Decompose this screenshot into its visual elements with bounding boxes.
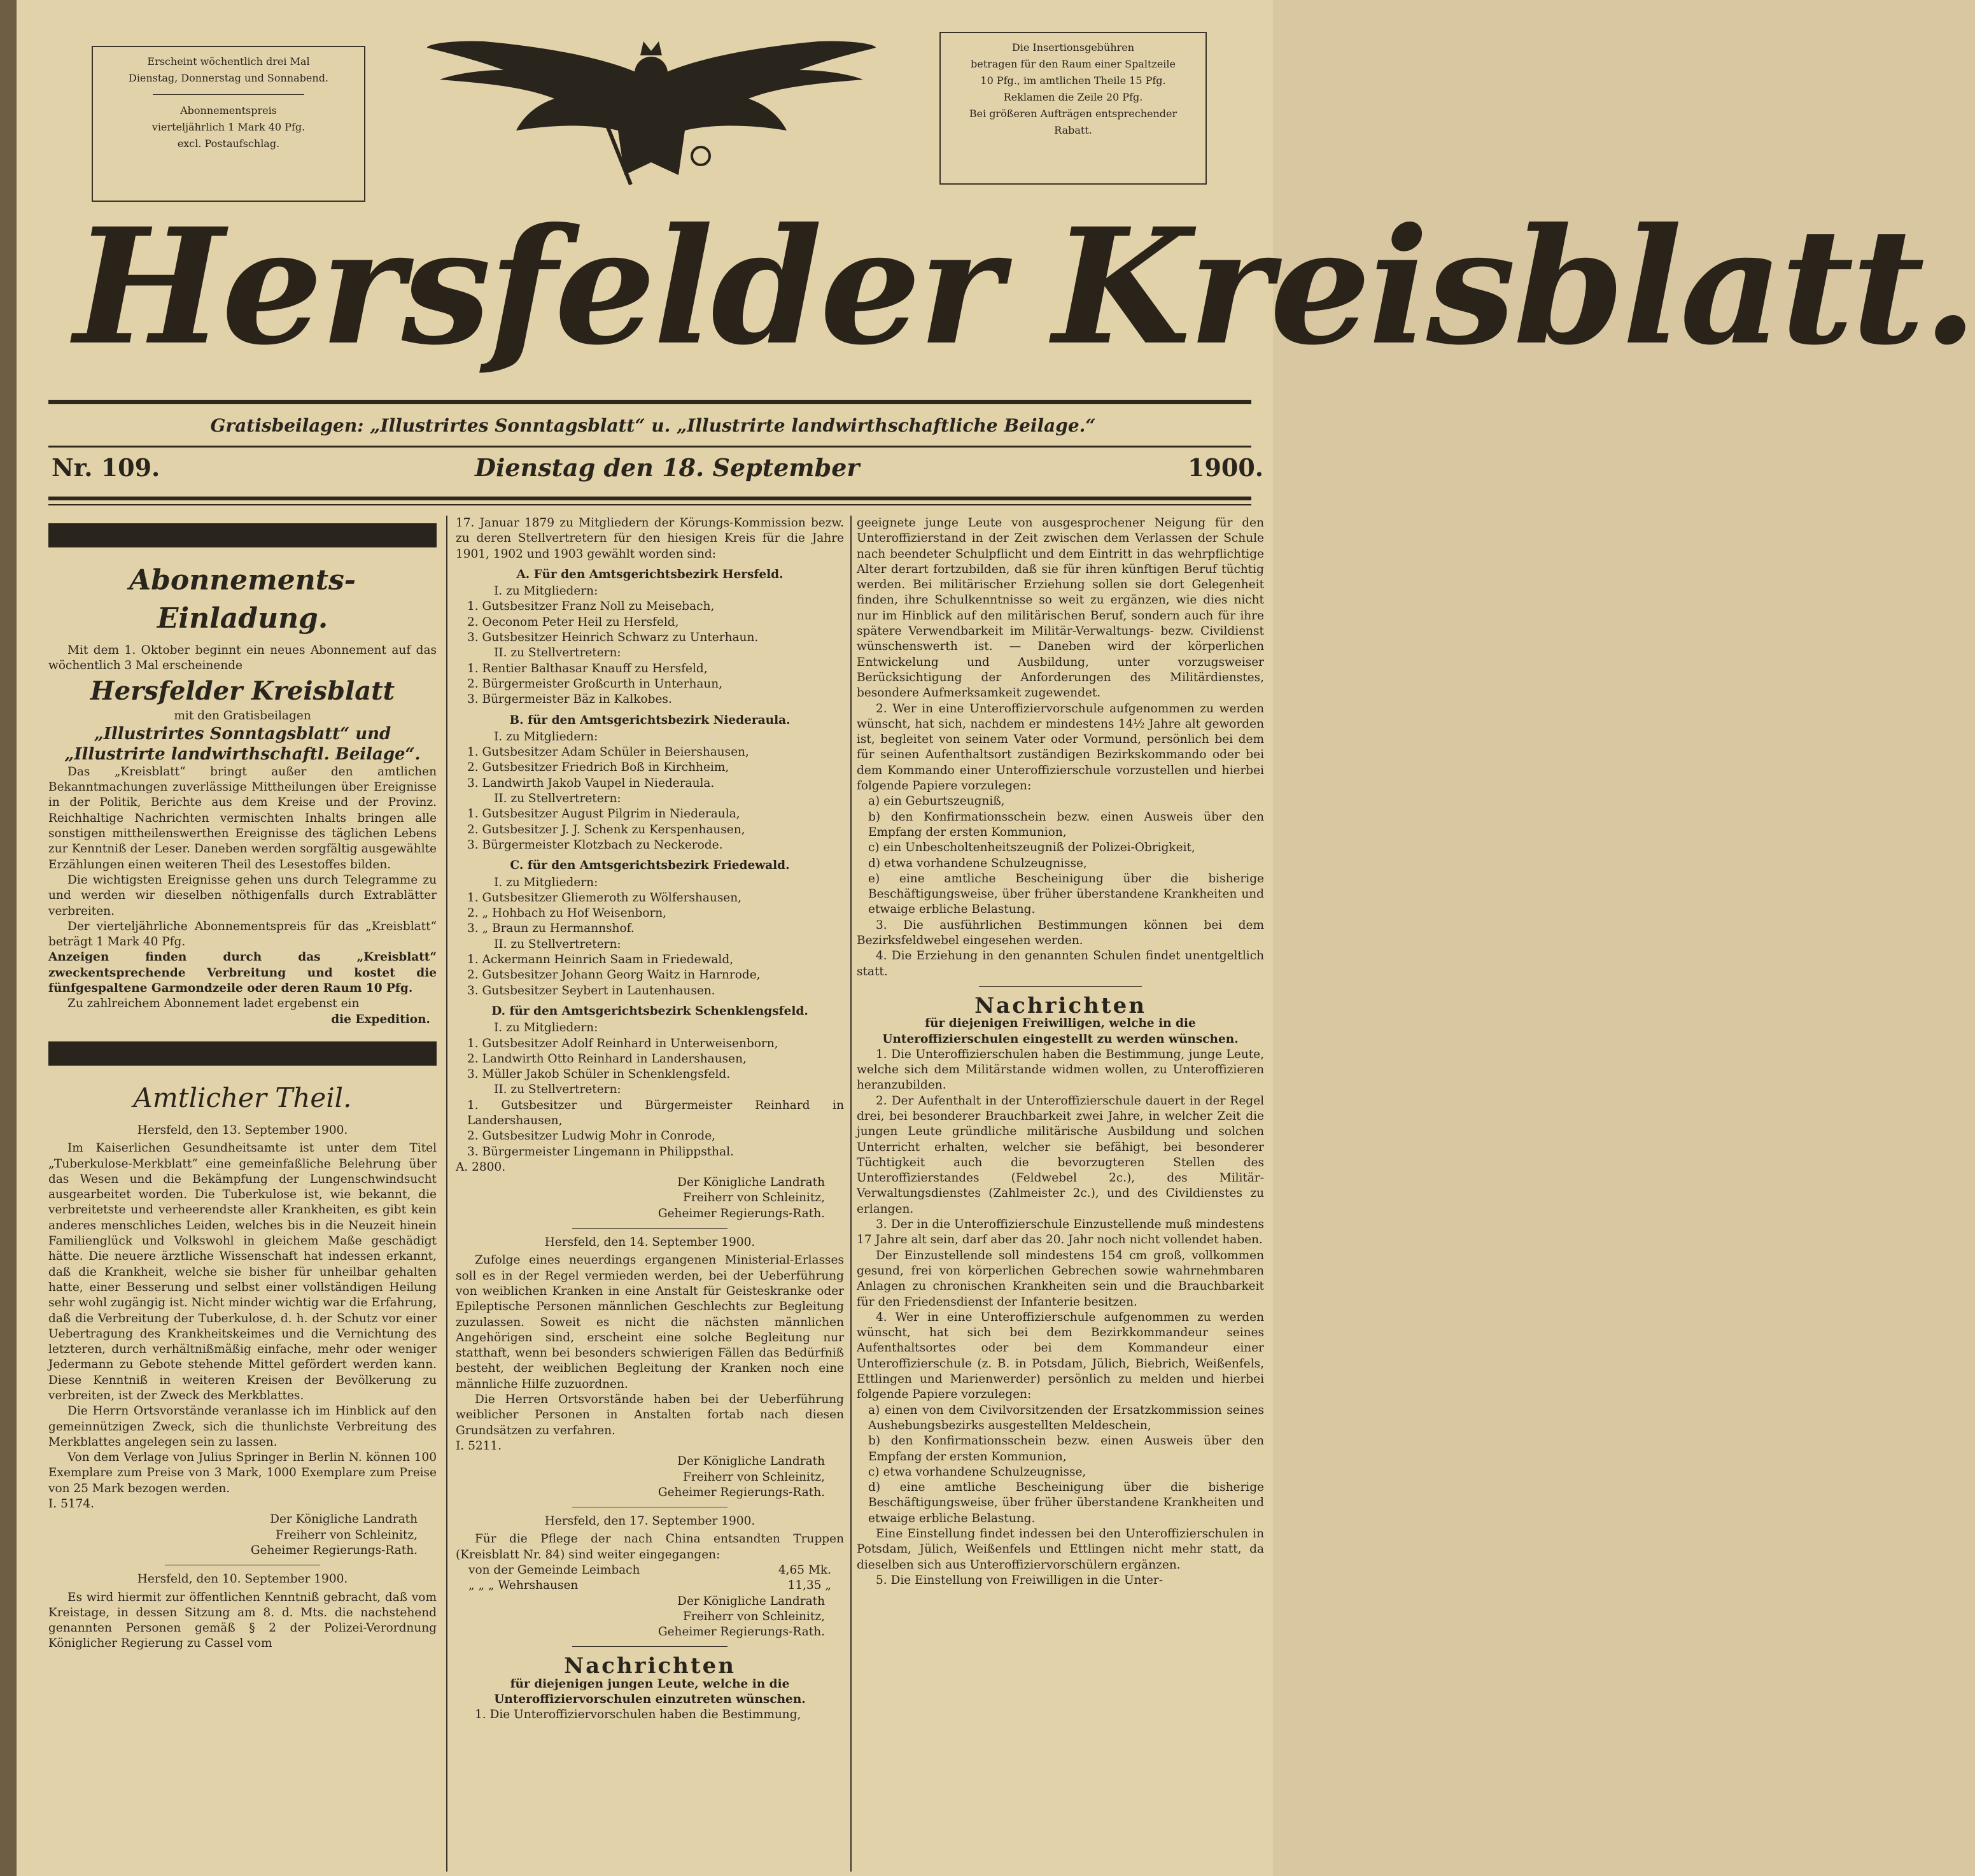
donation-row (456, 1563, 844, 1578)
news-paragraph: 2. Der Aufenthalt in der Unteroffizierschule dauert in der Regel drei, bei besonderer Brauchbarkeit zwei Jahre, in welcher Zeit die jungen Leute gründliche militärische Ausbildung und solchen Unterricht erhalten, welcher sie befähigt, bei besonderer Tüchtigkeit auch die bevorzugteren Stellen des Unteroffizierstandes (Feldwebel 2c.), des Militär-Verwaltungsdienstes (Zahlmeister 2c.), und des Civildienstes zu erlangen. (857, 1094, 1264, 1216)
members-label: I. zu Mitgliedern: (494, 875, 598, 889)
column-3 (857, 516, 1264, 1872)
list-item: 1. Gutsbesitzer Adam Schüler in Beiershausen, (467, 745, 749, 759)
list-item: 3. Bürgermeister Lingemann in Philippsthal. (467, 1145, 734, 1159)
signature-title: Der Königliche Landrath (270, 1513, 418, 1527)
donation-label: „ „ „ Wehrshausen (468, 1579, 579, 1593)
invitation-paper-name: Hersfelder Kreisblatt (90, 675, 395, 706)
signature-rank: Geheimer Regierungs-Rath. (657, 1206, 825, 1220)
news-heading: Nachrichten (564, 1653, 736, 1679)
box-divider (153, 94, 305, 95)
fees-title: Die Insertionsgebühren (1011, 41, 1135, 53)
list-item: 1. Rentier Balthasar Knauff zu Hersfeld, (467, 661, 708, 675)
price-label: Abonnementspreis (180, 104, 277, 116)
notice-2-body: Es wird hiermit zur öffentlichen Kenntniß gebracht, daß vom Kreistage, in dessen Sitzung am 8. d. Mts. die nachstehend genannten Personen gemäß § 2 der Polizei-Verordnung Königlicher Regierung zu Cassel vom (48, 1590, 437, 1651)
signature-title: Der Königliche Landrath (677, 1594, 825, 1608)
fees-line: 10 Pfg., im amtlichen Theile 15 Pfg. (980, 74, 1166, 87)
list-item: c) ein Unbescholtenheitszeugniß der Polizei-Obrigkeit, (868, 841, 1195, 855)
list-item: a) einen von dem Civilvorsitzenden der Ersatzkommission seines Aushebungsbezirks ausgestellten Meldeschein, (868, 1403, 1264, 1432)
deputies-label: II. zu Stellvertretern: (494, 1083, 621, 1097)
invitation-body: Das „Kreisblatt“ bringt außer den amtlichen Bekanntmachungen zuverlässige Mittheilungen über Ereignisse in der Politik, Berichte aus dem Kreise und der Provinz. Reichhaltige Nachrichten vermischten Inhalts bringen alle sonstigen mittheilenswerthen Ereignisse des täglichen Lebens zur Kenntniß der Leser. Daneben werden sorgfältig ausgewählte Erzählungen einen weiteren Theil des Lesestoffes bilden. (48, 765, 437, 871)
commission-intro: 17. Januar 1879 zu Mitgliedern der Körungs-Kommission bezw. zu deren Stellvertretern für den hiesigen Kreis für die Jahre 1901, 1902 und 1903 gewählt worden sind: (456, 516, 844, 561)
list-item: d) eine amtliche Bescheinigung über die bisherige Beschäftigungsweise, über früher überstandene Krankheiten und etwaige erbliche Belastung. (868, 1481, 1264, 1525)
news-paragraph: 2. Wer in eine Unteroffiziervorschule aufgenommen zu werden wünscht, hat sich, nachdem er mindestens 14½ Jahre alt geworden ist, begleitet von seinem Vater oder Vormund, persönlich bei dem für seinen Aufenthaltsort zuständigen Bezirkskommando oder bei dem Kommando einer Unteroffizierschule vorzustellen und hierbei folgende Papiere vorzulegen: (857, 702, 1264, 793)
invitation-ads: Anzeigen finden durch das „Kreisblatt“ zweckentsprechende Verbreitung und kostet die fünfgespaltene Garmondzeile oder deren Raum 10 Pfg. (48, 950, 437, 996)
news-subheading: für diejenigen Freiwilligen, welche in die Unteroffizierschulen eingestellt zu werden wünschen. (882, 1017, 1239, 1046)
signature-name: Freiherr von Schleinitz, (276, 1528, 418, 1542)
list-item: 3. Gutsbesitzer Heinrich Schwarz zu Unterhaun. (467, 631, 759, 645)
notice-4-body: Für die Pflege der nach China entsandten Truppen (Kreisblatt Nr. 84) sind weiter eingegangen: (456, 1532, 844, 1562)
notice-3-body-2: Die Herren Ortsvorstände haben bei der Ueberführung weiblicher Personen in Anstalten fortab nach diesen Grundsätzen zu verfahren. (456, 1393, 844, 1437)
signature-name: Freiherr von Schleinitz, (683, 1609, 825, 1623)
black-bar (48, 523, 437, 547)
notice-3-body: Zufolge eines neuerdings ergangenen Ministerial-Erlasses soll es in der Regel vermieden werden, bei der Ueberführung von weiblichen Kranken in eine Anstalt für Geisteskranke oder Epileptische Personen männlichen Geschlechts zur Begleitung zuzulassen. Soweit es nicht die nächsten männlichen Angehörigen sind, erscheint eine solche Begleitung nur statthaft, wenn bei besonders schwierigen Fällen das Bedürfniß besteht, der weiblichen Begleitung der Kranken noch eine männliche Hilfe zuzuordnen. (456, 1253, 844, 1391)
notice-4-dateline: Hersfeld, den 17. September 1900. (544, 1514, 756, 1528)
list-item: 2. Oeconom Peter Heil zu Hersfeld, (467, 615, 679, 629)
supplements-line: Gratisbeilagen: „Illustrirtes Sonntagsblatt“ u. „Illustrirte landwirthschaftliche Beilage.“ (210, 415, 1096, 436)
fees-line: Rabatt. (1054, 124, 1092, 136)
issue-number: Nr. 109. (52, 453, 160, 482)
list-item: 1. Gutsbesitzer Franz Noll zu Meisebach, (467, 600, 715, 614)
list-item: 2. Gutsbesitzer Friedrich Boß in Kirchheim, (467, 761, 729, 775)
fees-line: Reklamen die Zeile 20 Pfg. (1003, 91, 1143, 103)
invitation-price: Der vierteljährliche Abonnementspreis für das „Kreisblatt“ beträgt 1 Mark 40 Pfg. (48, 919, 437, 949)
signature-title: Der Königliche Landrath (677, 1176, 825, 1190)
district-d-heading: D. für den Amtsgerichtsbezirk Schenklengsfeld. (491, 1004, 808, 1018)
black-bar (48, 1041, 437, 1066)
list-item: 1. Gutsbesitzer Adolf Reinhard in Unterweisenborn, (467, 1036, 778, 1050)
fees-line: betragen für den Raum einer Spaltzeile (971, 58, 1176, 70)
invitation-with: mit den Gratisbeilagen (174, 709, 311, 723)
signature-rank: Geheimer Regierungs-Rath. (657, 1485, 825, 1499)
list-item: 2. Gutsbesitzer Johann Georg Waitz in Harnrode, (467, 968, 761, 982)
list-item: 2. Gutsbesitzer J. J. Schenk zu Kerspenhausen, (467, 822, 745, 836)
list-item: 1. Gutsbesitzer August Pilgrim in Niederaula, (467, 807, 740, 821)
signature-rank: Geheimer Regierungs-Rath. (250, 1543, 418, 1557)
list-item: b) den Konfirmationsschein bezw. einen Ausweis über den Empfang der ersten Kommunion, (868, 810, 1264, 839)
subscription-info-box (92, 46, 365, 202)
list-item: 3. Müller Jakob Schüler in Schenklengsfeld. (467, 1068, 731, 1082)
list-item: 1. Ackermann Heinrich Saam in Friedewald, (467, 953, 734, 967)
invitation-supplement-2: „Illustrirte landwirthschaftl. Beilage“. (64, 744, 421, 764)
fees-line: Bei größeren Aufträgen entsprechender (969, 108, 1177, 120)
signature-rank: Geheimer Regierungs-Rath. (657, 1625, 825, 1639)
invitation-signature: die Expedition. (331, 1012, 430, 1026)
notice-divider (979, 986, 1142, 987)
list-item: 3. Bürgermeister Bäz in Kalkobes. (467, 693, 672, 707)
list-item: 3. „ Braun zu Hermannshof. (467, 922, 635, 936)
news-paragraph: Eine Einstellung findet indessen bei den Unteroffizierschulen in Potsdam, Jülich, Weißenfels und Ettlingen nicht mehr statt, da dieselben sich aus Unteroffiziervorschülern ergänzen. (857, 1527, 1264, 1572)
notice-1-body-3: Von dem Verlage von Julius Springer in Berlin N. können 100 Exemplare zum Preise von 3 Mark, 1000 Exemplare zum Preise von 25 Mark bezogen werden. (48, 1451, 437, 1495)
news-paragraph: 1. Die Unteroffiziervorschulen haben die Bestimmung, (475, 1708, 801, 1722)
list-item: 3. Landwirth Jakob Vaupel in Niederaula. (467, 776, 715, 790)
notice-1-reference: I. 5174. (48, 1497, 95, 1511)
notice-divider (572, 1228, 727, 1229)
notice-1-dateline: Hersfeld, den 13. September 1900. (137, 1123, 348, 1137)
list-item: 2. Bürgermeister Großcurth in Unterhaun, (467, 677, 723, 691)
invitation-intro: Mit dem 1. Oktober beginnt ein neues Abonnement auf das wöchentlich 3 Mal erscheinende (48, 644, 437, 673)
news-subheading: für diejenigen jungen Leute, welche in die Unteroffiziervorschulen einzutreten wünschen. (494, 1677, 806, 1707)
column-2 (456, 516, 844, 1872)
notice-1-body-2: Die Herrn Ortsvorstände veranlasse ich im Hinblick auf den gemeinnützigen Zweck, sich die thunlichste Verbreitung des Merkblattes angelegen sein zu lassen. (48, 1404, 437, 1449)
donation-label: von der Gemeinde Leimbach (468, 1563, 640, 1577)
signature-name: Freiherr von Schleinitz, (683, 1470, 825, 1484)
notice-3-dateline: Hersfeld, den 14. September 1900. (544, 1236, 756, 1250)
days-line: Dienstag, Donnerstag und Sonnabend. (128, 72, 329, 84)
notice-2-dateline: Hersfeld, den 10. September 1900. (137, 1572, 348, 1586)
insertion-fees-box (939, 32, 1207, 185)
news-paragraph: 5. Die Einstellung von Freiwilligen in die Unter- (876, 1573, 1163, 1587)
official-section-title: Amtlicher Theil. (133, 1082, 352, 1113)
list-item: b) den Konfirmationsschein bezw. einen Ausweis über den Empfang der ersten Kommunion, (868, 1434, 1264, 1463)
deputies-label: II. zu Stellvertretern: (494, 646, 621, 660)
members-label: I. zu Mitgliedern: (494, 584, 598, 598)
news-paragraph: 1. Die Unteroffizierschulen haben die Bestimmung, junge Leute, welche sich dem Militärstande widmen wollen, zu Unteroffizieren heranzubilden. (857, 1047, 1264, 1092)
list-item: 2. „ Hohbach zu Hof Weisenborn, (467, 906, 667, 920)
masthead-title: Hersfelder Kreisblatt. (74, 193, 1975, 380)
issue-date: Dienstag den 18. September (475, 453, 860, 482)
notice-1-body: Im Kaiserlichen Gesundheitsamte ist unter dem Titel „Tuberkulose-Merkblatt“ eine gemeinfaßliche Belehrung über das Wesen und die Bekämpfung der Lungenschwindsucht ausgearbeitet worden. Die Tuberkulose ist, wie bekannt, die verbreitetste und verheerendste aller Krankheiten, es gibt kein anderes menschliches Leiden, welches bis in die Neuzeit hinein Familienglück und Volkswohl in gleichem Maße geschädigt hätte. Die neuere ärztliche Wissenschaft hat indessen erkannt, daß die Krankheit, welche sie bisher für unheilbar gehalten hatte, einer Besserung und selbst einer vollständigen Heilung sehr wohl zugängig ist. Nicht minder wichtig war die Erfahrung, daß die Verbreitung der Tuberkulose, d. h. der Schutz vor einer Uebertragung des Krankheitskeimes und die Vernichtung des letzteren, durch verhältnißmäßig einfache, mehr oder weniger Jedermann zu Gebote stehende Mittel gefördert werden kann. Diese Kenntniß in weiteren Kreisen der Bevölkerung zu verbreiten, ist der Zweck des Merkblattes. (48, 1141, 437, 1402)
list-item: 1. Gutsbesitzer und Bürgermeister Reinhard in Landershausen, (467, 1098, 844, 1127)
list-item: 3. Gutsbesitzer Seybert in Lautenhausen. (467, 984, 715, 998)
district-c-heading: C. für den Amtsgerichtsbezirk Friedewald. (510, 859, 790, 873)
news-continuation: geeignete junge Leute von ausgesprochener Neigung für den Unteroffizierstand in der Zeit zwischen dem Verlassen der Schule nach beendeter Schulpflicht und dem Eintritt in das wehrpflichtige Alter derart fortzubilden, daß sie für ihren künftigen Beruf tüchtig werden. Bei militärischer Erziehung sollen sie dort Gelegenheit finden, ihre Schulkenntnisse so weit zu ergänzen, wie dies nicht nur im Hinblick auf den militärischen Beruf, sondern auch für ihre spätere Verwendbarkeit im Militär-Verwaltungs- bezw. Civildienst wünschenswerth ist. — Daneben wird der körperlichen Entwickelung und Ausbildung, unter vorzugsweiser Berücksichtigung der Anforderungen des Militärdienstes, besondere Aufmerksamkeit zugewendet. (857, 516, 1264, 700)
price-value: vierteljährlich 1 Mark 40 Pfg. (151, 121, 306, 133)
news-paragraph: 3. Der in die Unteroffizierschule Einzustellende muß mindestens 17 Jahre alt sein, darf aber das 20. Jahr noch nicht vollendet haben. (857, 1218, 1264, 1247)
donation-amount: 11,35 „ (787, 1579, 831, 1593)
donation-amount: 4,65 Mk. (778, 1563, 831, 1577)
list-item: a) ein Geburtszeugniß, (868, 794, 1005, 808)
list-item: 1. Gutsbesitzer Gliemeroth zu Wölfershausen, (467, 891, 742, 905)
deputies-label: II. zu Stellvertretern: (494, 937, 621, 951)
list-item: 2. Gutsbesitzer Ludwig Mohr in Conrode, (467, 1129, 716, 1143)
invitation-supplement-1: „Illustrirtes Sonntagsblatt“ und (94, 724, 391, 744)
list-item: d) etwa vorhandene Schulzeugnisse, (868, 856, 1087, 870)
deputies-label: II. zu Stellvertretern: (494, 792, 621, 806)
donation-row (456, 1578, 844, 1593)
page-edge-strip (0, 0, 17, 1876)
signature-name: Freiherr von Schleinitz, (683, 1191, 825, 1205)
column-divider (446, 516, 447, 1872)
supplements-rule (48, 446, 1251, 448)
reference-number: I. 5211. (456, 1439, 502, 1453)
dateline-rule-thin (48, 504, 1251, 505)
issue-year: 1900. (1188, 453, 1263, 482)
invitation-closing: Zu zahlreichem Abonnement ladet ergebenst ein (67, 997, 360, 1011)
news-heading: Nachrichten (974, 992, 1146, 1019)
list-item: e) eine amtliche Bescheinigung über die bisherige Beschäftigungsweise, über früher überstandene Krankheiten und etwaige erbliche Belastung. (868, 871, 1264, 917)
frequency-line: Erscheint wöchentlich drei Mal (147, 55, 310, 67)
notice-divider (572, 1646, 727, 1647)
news-paragraph: 4. Die Erziehung in den genannten Schulen findet unentgeltlich statt. (857, 949, 1264, 978)
district-a-heading: A. Für den Amtsgerichtsbezirk Hersfeld. (516, 567, 784, 581)
reference-number: A. 2800. (456, 1160, 506, 1174)
list-item: 2. Landwirth Otto Reinhard in Landershausen, (467, 1052, 747, 1066)
signature-title: Der Königliche Landrath (677, 1455, 825, 1469)
news-paragraph: 3. Die ausführlichen Bestimmungen können bei dem Bezirksfeldwebel eingesehen werden. (857, 918, 1264, 948)
postage-note: excl. Postaufschlag. (177, 138, 280, 150)
masthead-rule (48, 400, 1251, 404)
members-label: I. zu Mitgliedern: (494, 730, 598, 744)
list-item: c) etwa vorhandene Schulzeugnisse, (868, 1465, 1086, 1479)
column-divider (850, 516, 852, 1872)
invitation-telegram: Die wichtigsten Ereignisse gehen uns durch Telegramme zu und werden wir dieselben nöthigenfalls durch Extrablätter verbreiten. (48, 873, 437, 918)
column-1 (48, 516, 437, 1872)
news-paragraph: Der Einzustellende soll mindestens 154 cm groß, vollkommen gesund, frei von körperlichen Gebrechen sowie wahrnehmbaren Anlagen zu chronischen Krankheiten sein und die Brauchbarkeit für den Friedensdienst der Infanterie besitzen. (857, 1248, 1264, 1309)
invitation-title: Abonnements-Einladung. (129, 564, 356, 635)
news-paragraph: 4. Wer in eine Unteroffizierschule aufgenommen zu werden wünscht, hat sich bei dem Bezirkkommandeur seines Aufenthaltsortes oder bei dem Kommandeur einer Unteroffizierschule (z. B. in Potsdam, Jülich, Biebrich, Weißenfels, Ettlingen und Marienwerder) persönlich zu melden und hierbei folgende Papiere vorzulegen: (857, 1310, 1264, 1402)
district-b-heading: B. für den Amtsgerichtsbezirk Niederaula. (509, 713, 791, 727)
list-item: 3. Bürgermeister Klotzbach zu Neckerode. (467, 838, 723, 852)
dateline-rule (48, 497, 1251, 500)
newspaper-page (17, 0, 1975, 1876)
prussian-eagle-emblem (427, 35, 876, 188)
members-label: I. zu Mitgliedern: (494, 1021, 598, 1035)
